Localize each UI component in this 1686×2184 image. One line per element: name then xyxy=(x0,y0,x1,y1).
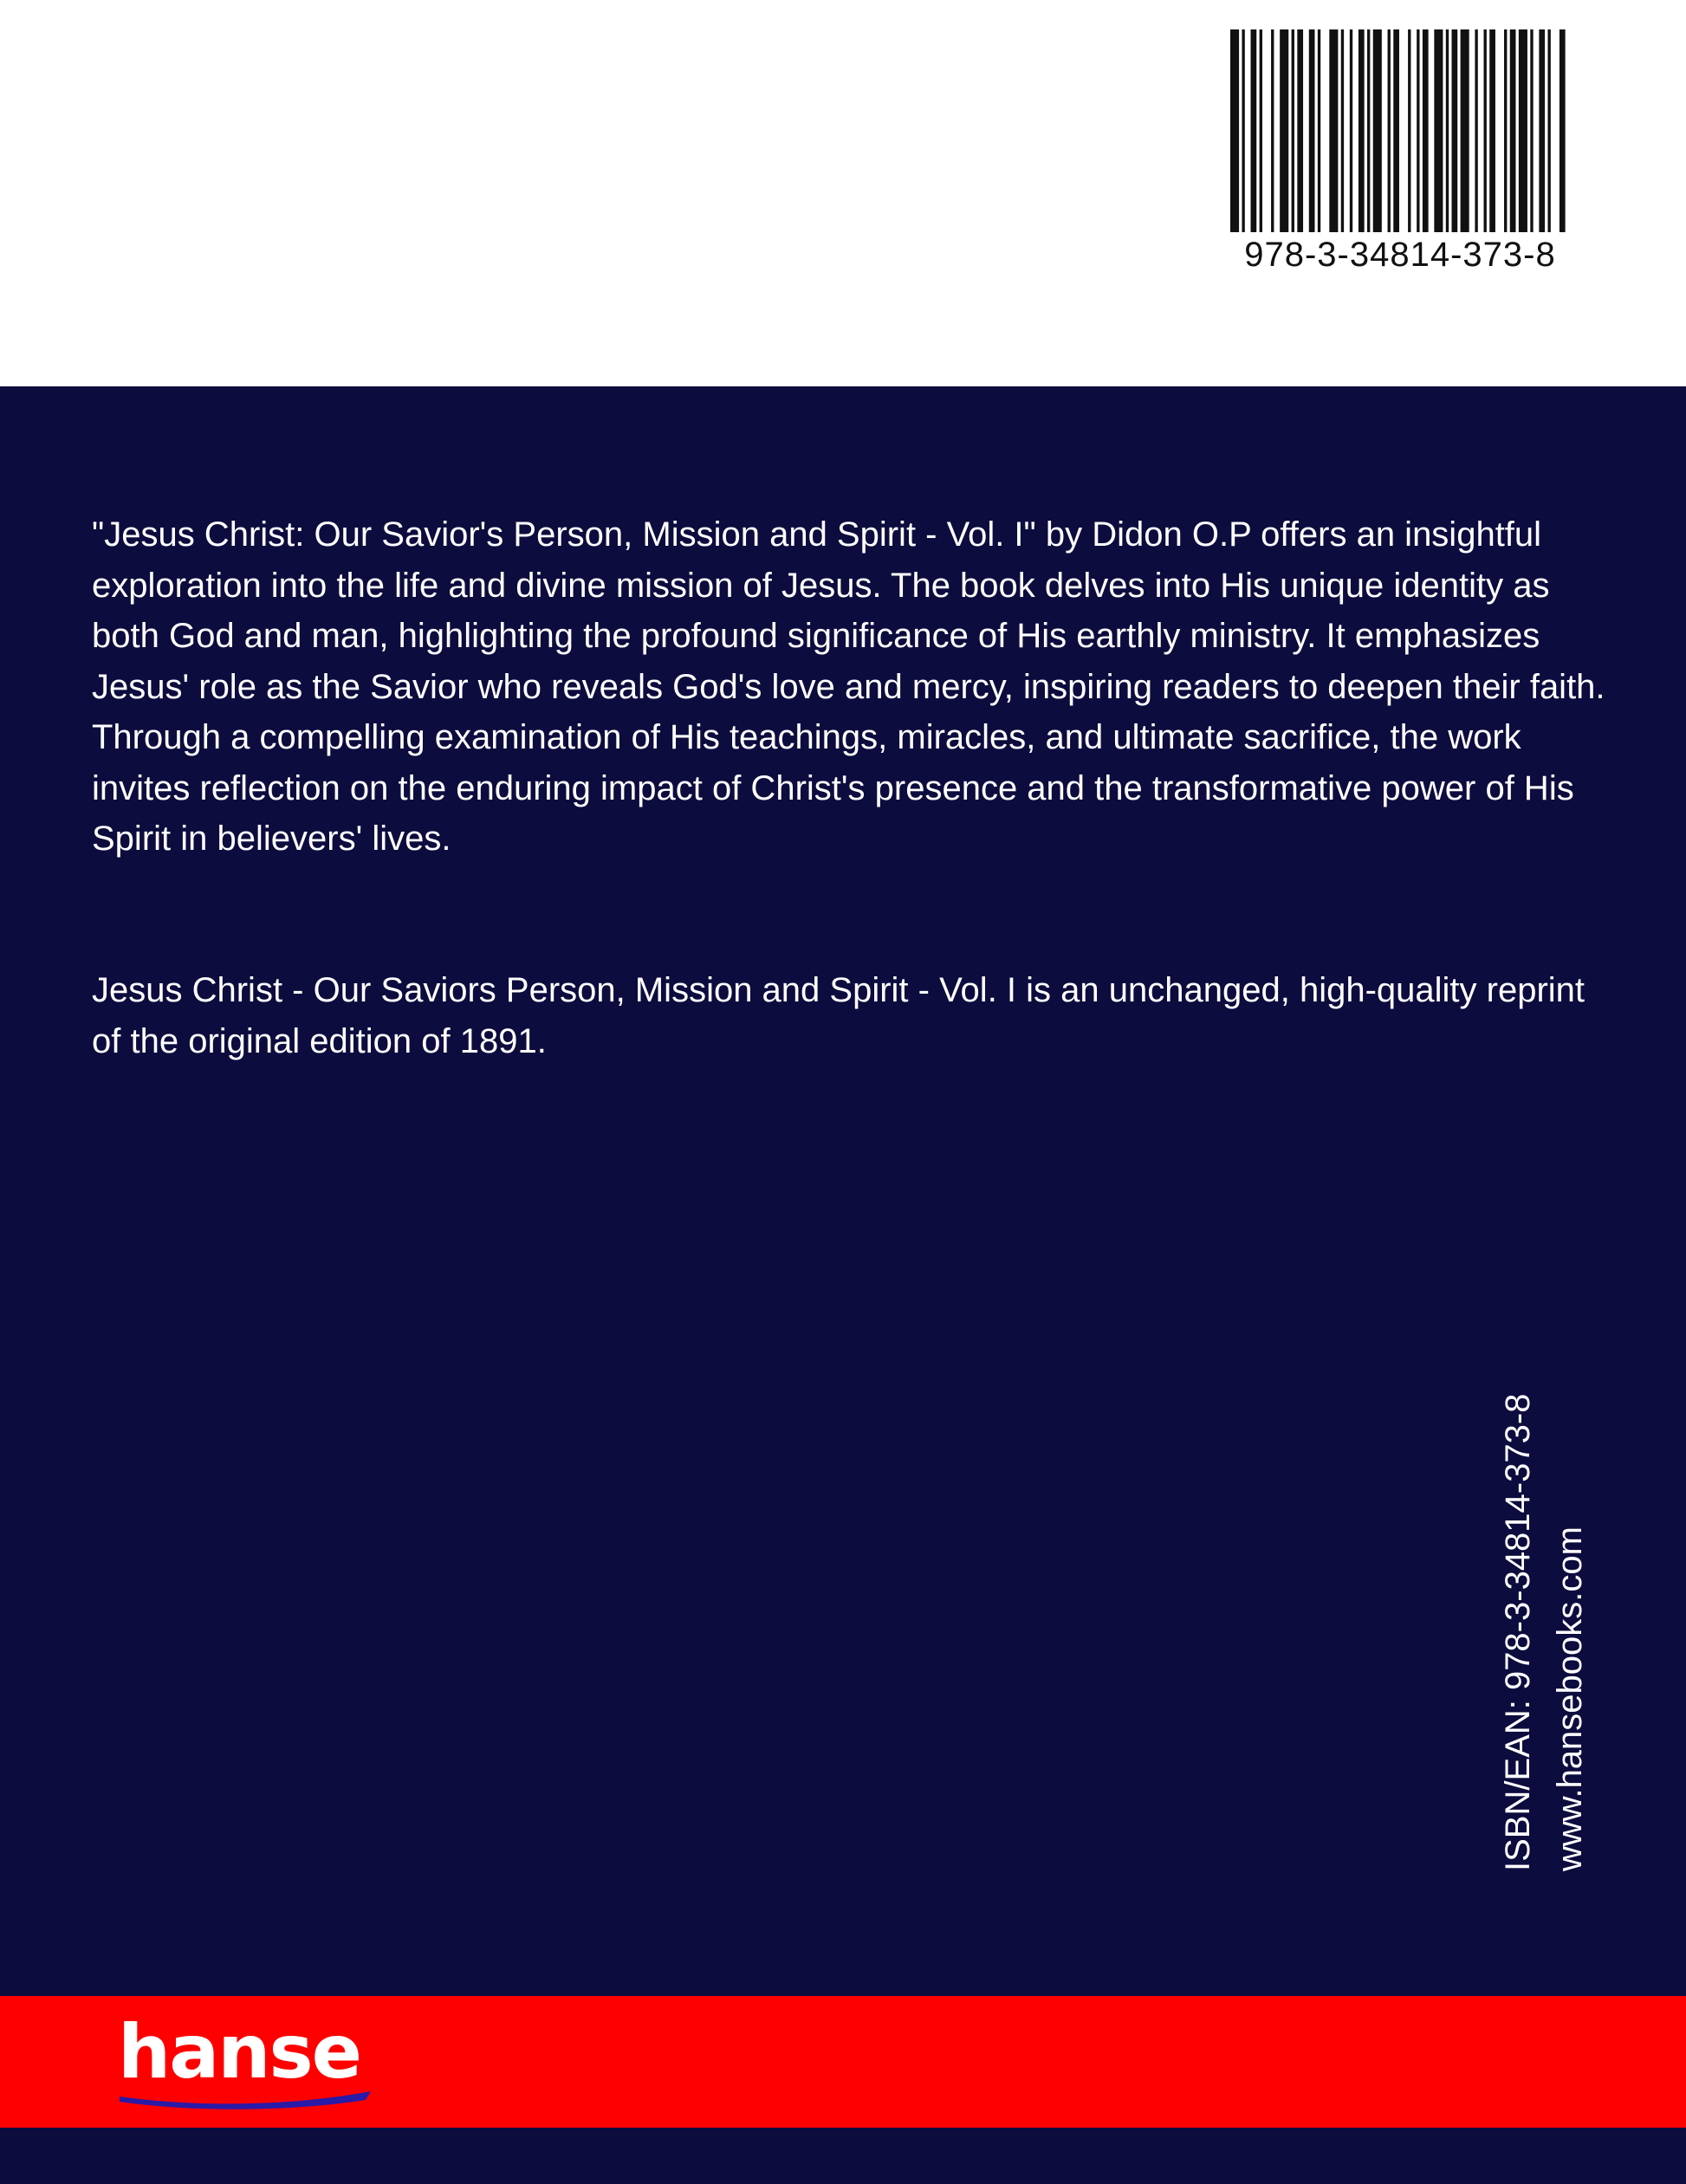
book-description: "Jesus Christ: Our Savior's Person, Mission and Spirit - Vol. I" by Didon O.P offers an insightful exploration into the life and divine mission of Jesus. The book delves into His unique identity as both God and man, highlighting the profound significance of His earthly ministry. It emphasizes Jesus' role as the Savior who reveals God's love and mercy, inspiring readers to deepen their faith. Through a compelling examination of His teachings, miracles, and ultimate sacrifice, the work invites reflection on the enduring impact of Christ's presence and the transformative power of His Spirit in believers' lives. xyxy=(92,515,1605,858)
barcode-number: 978-3-34814-373-8 xyxy=(1244,236,1556,274)
bottom-navy-band xyxy=(0,2128,1686,2184)
hanse-logo xyxy=(114,2009,374,2110)
hanse-logo-text: hanse xyxy=(118,2009,360,2096)
publisher-url-vertical-text: www.hansebooks.com xyxy=(1551,1526,1589,1871)
logo-swoosh-icon xyxy=(114,2084,374,2110)
barcode xyxy=(1230,29,1568,232)
reprint-note: Jesus Christ - Our Saviors Person, Mission and Spirit - Vol. I is an unchanged, high-quality reprint of the original edition of 1891. xyxy=(92,971,1585,1060)
barcode-bars xyxy=(1230,29,1568,232)
isbn-vertical-text: ISBN/EAN: 978-3-34814-373-8 xyxy=(1499,1393,1537,1871)
